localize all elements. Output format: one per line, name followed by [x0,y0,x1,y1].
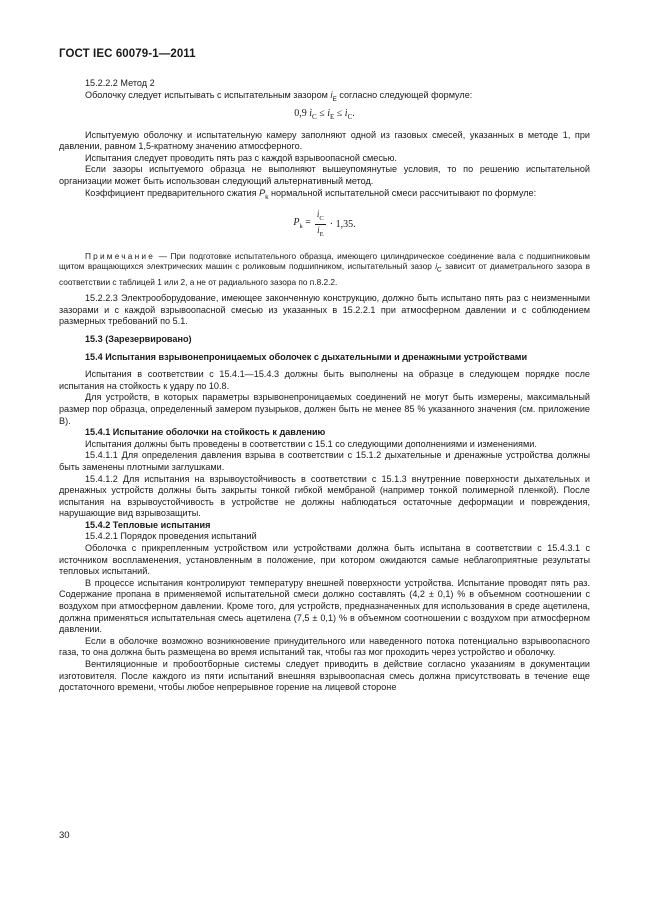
paragraph: Вентиляционные и пробоотборные системы следует приводить в действие согласно указаниям в документации изготовителя. После каждого из пяти испытаний внешняя взрывоопасная смесь должна присутствовать в течение еще достаточного времени, чтобы любое непрерывное горение на лицевой стороне [59,659,590,693]
paragraph: Оболочку следует испытывать с испытательным зазором $i_E$ согласно следующей формуле: [85,89,473,103]
standard-header: ГОСТ IEC 60079-1—2011 [59,48,196,60]
document-body [59,78,590,694]
formula-lhs: $P_k$ = [293,217,311,231]
heading-15-4: 15.4 Испытания взрывонепроницаемых оболочек с дыхательными и дренажными устройствами [85,351,528,362]
note-label: Примечание [85,250,156,261]
paragraph: Испытуемую оболочку и испытательную камеру заполняют одной из газовых смесей, указанных в методе 1, при давлении, равном 1,5-кратному значению атмосферного. [59,129,590,152]
paragraph: Испытания должны быть проведены в соответствии с 15.1 со следующими дополнениями и изменениями. [85,438,537,449]
formula-precompression [59,209,590,241]
fraction-numerator: $i_C$ [315,209,326,225]
formula-gap-condition: 0,9 $i_C \le i_E \le i_C$. [294,108,355,121]
clause-15-2-2-3: 15.2.2.3 Электрооборудование, имеющее законченную конструкцию, должно быть испытано пять раз с неизменными зазорами и с каждой взрывоопасной смесью из указанных в 15.2.2.1 при атмосферном давлении и с соблюдением размерных требований по 5.1. [59,293,590,327]
paragraph: Если зазоры испытуемого образца не выполняют вышеупомянутые условия, то по решению испытательной организации может быть использован следующий альтернативный метод. [59,164,590,186]
paragraph: Оболочка с прикрепленным устройством или устройствами должна быть испытана в соответствии с 15.4.3.1 с источником воспламенения, установленным в положение, при котором ожидаются самые неблагоприятные результаты тепловых испытаний. [59,543,590,577]
note [59,251,590,287]
paragraph: Коэффициент предварительного сжатия $P_k$ нормальной испытательной смеси рассчитывают по формуле: [85,187,537,201]
heading-15-3: 15.3 (Зарезервировано) [85,333,192,344]
heading-15-4-2: 15.4.2 Тепловые испытания [85,519,211,530]
paragraph: В процессе испытания контролируют температуру внешней поверхности устройства. Испытание проводят пять раз. Содержание пропана в применяемой испытательной смеси должно составлять (4,2 ± 0,1) % в объемном соотношении с воздухом при атмосферном давлении. Кроме того, для устройств, предназначенных для использования в среде ацетилена, должна применяться испытательная смесь ацетилена (7,5 ± 0,1) % в объемном соотношении с воздухом при атмосферном давлении. [59,577,590,635]
fraction-denominator: $i_E$ [317,225,324,239]
note-text: — При подготовке испытательного образца, имеющего цилиндрическое соединение вала с подшипниковым щитом вращающихся электрических машин с роликовым подшипником, испытательный зазор $i_C$ зависит от диаметрального зазора в соответствии с таблицей 1 или 2, а не от радиального зазора по п.8.2.2. [59,250,590,287]
clause-15-4-1-2: 15.4.1.2 Для испытания на взрывоустойчивость в соответствии с 15.1.3 внутренние поверхности дыхательных и дренажных устройств должны быть закрыты тонкой гибкой мембраной (например тонкой полимерной пленкой). После испытания на взрывоустойчивость в устройстве не должны наблюдаться остаточные деформации и повреждения, нарушающие вид взрывозащиты. [59,473,590,519]
formula-fraction [315,209,326,241]
heading-15-4-1: 15.4.1 Испытание оболочки на стойкость к давлению [85,427,326,438]
paragraph: Если в оболочке возможно возникновение принудительного или наведенного потока потенциально взрывоопасного газа, то она должна быть размещена во время испытаний так, чтобы газ мог проходить через устройство и оболочку. [59,635,590,658]
clause-15-4-1-1: 15.4.1.1 Для определения давления взрыва в соответствии с 15.1.2 дыхательные и дренажные устройства должны быть заменены плотными заглушками. [59,450,590,472]
paragraph: Испытания в соответствии с 15.4.1—15.4.3 должны быть выполнены на образце в следующем порядке после испытания на стойкость к удару по 10.8. [59,369,590,391]
clause-15-2-2-2-title: 15.2.2.2 Метод 2 [85,78,155,88]
clause-15-4-2-1-title: 15.4.2.1 Порядок проведения испытаний [85,531,257,542]
paragraph: Для устройств, в которых параметры взрывонепроницаемых соединений не могут быть измерены, максимальный размер пор образца, определенный замером пузырьков, должен быть не менее 85 % указанного значения (см. приложение В). [59,392,590,426]
page-number: 30 [59,830,70,841]
formula-rhs: · 1,35. [329,219,356,231]
paragraph: Испытания следует проводить пять раз с каждой взрывоопасной смесью. [85,152,397,163]
